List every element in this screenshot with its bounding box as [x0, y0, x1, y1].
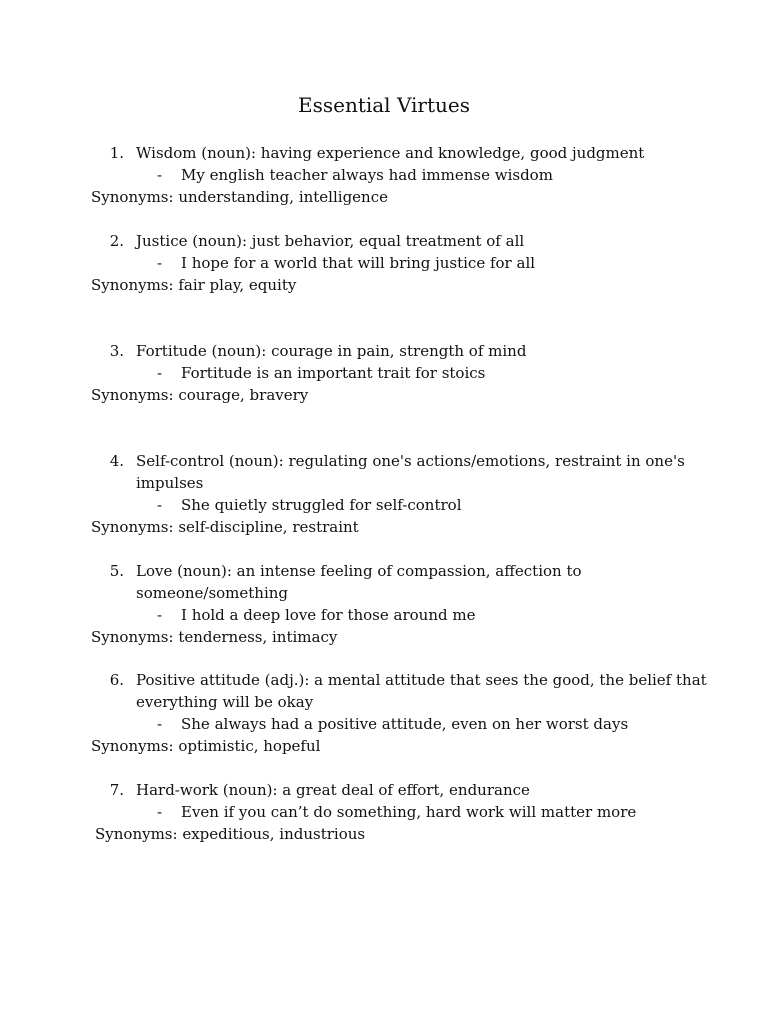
example-dash: - [157, 166, 163, 184]
synonyms-line: Synonyms: tenderness, intimacy [91, 628, 338, 646]
list-number: 5. [109, 562, 124, 580]
definition-text: Positive attitude (adj.): a mental attitude that sees the good, the belief that [136, 671, 707, 689]
list-number: 6. [109, 671, 124, 689]
example-sentence: My english teacher always had immense wisdom [181, 166, 553, 184]
synonyms-line: Synonyms: fair play, equity [91, 276, 297, 294]
example-dash: - [157, 606, 163, 624]
definition-text: Love (noun): an intense feeling of compassion, affection to [136, 562, 582, 580]
definition-text: Justice (noun): just behavior, equal treatment of all [136, 232, 525, 250]
definition-continuation: everything will be okay [136, 693, 314, 711]
definition-text: Wisdom (noun): having experience and knowledge, good judgment [136, 144, 645, 162]
synonyms-line: Synonyms: courage, bravery [91, 386, 309, 404]
list-number: 7. [109, 781, 124, 799]
synonyms-line: Synonyms: optimistic, hopeful [91, 737, 321, 755]
example-dash: - [157, 803, 163, 821]
list-number: 3. [109, 342, 124, 360]
definition-text: Self-control (noun): regulating one's actions/emotions, restraint in one's [136, 452, 685, 470]
definition-text: Fortitude (noun): courage in pain, strength of mind [136, 342, 527, 360]
list-number: 1. [109, 144, 124, 162]
page-title: Essential Virtues [297, 93, 471, 117]
example-sentence: I hope for a world that will bring justice for all [181, 254, 536, 272]
synonyms-line: Synonyms: understanding, intelligence [91, 188, 388, 206]
example-sentence: She always had a positive attitude, even on her worst days [181, 715, 629, 733]
example-sentence: Even if you can’t do something, hard work will matter more [181, 803, 637, 821]
definition-text: Hard-work (noun): a great deal of effort, endurance [136, 781, 530, 799]
example-sentence: She quietly struggled for self-control [181, 496, 462, 514]
definition-continuation: impulses [136, 474, 204, 492]
definition-continuation: someone/something [136, 584, 289, 602]
synonyms-line: Synonyms: expeditious, industrious [95, 825, 366, 843]
synonyms-line: Synonyms: self-discipline, restraint [91, 518, 359, 536]
example-sentence: I hold a deep love for those around me [181, 606, 476, 624]
example-dash: - [157, 254, 163, 272]
example-sentence: Fortitude is an important trait for stoics [181, 364, 486, 382]
list-number: 2. [109, 232, 124, 250]
example-dash: - [157, 364, 163, 382]
example-dash: - [157, 496, 163, 514]
example-dash: - [157, 715, 163, 733]
list-number: 4. [109, 452, 124, 470]
